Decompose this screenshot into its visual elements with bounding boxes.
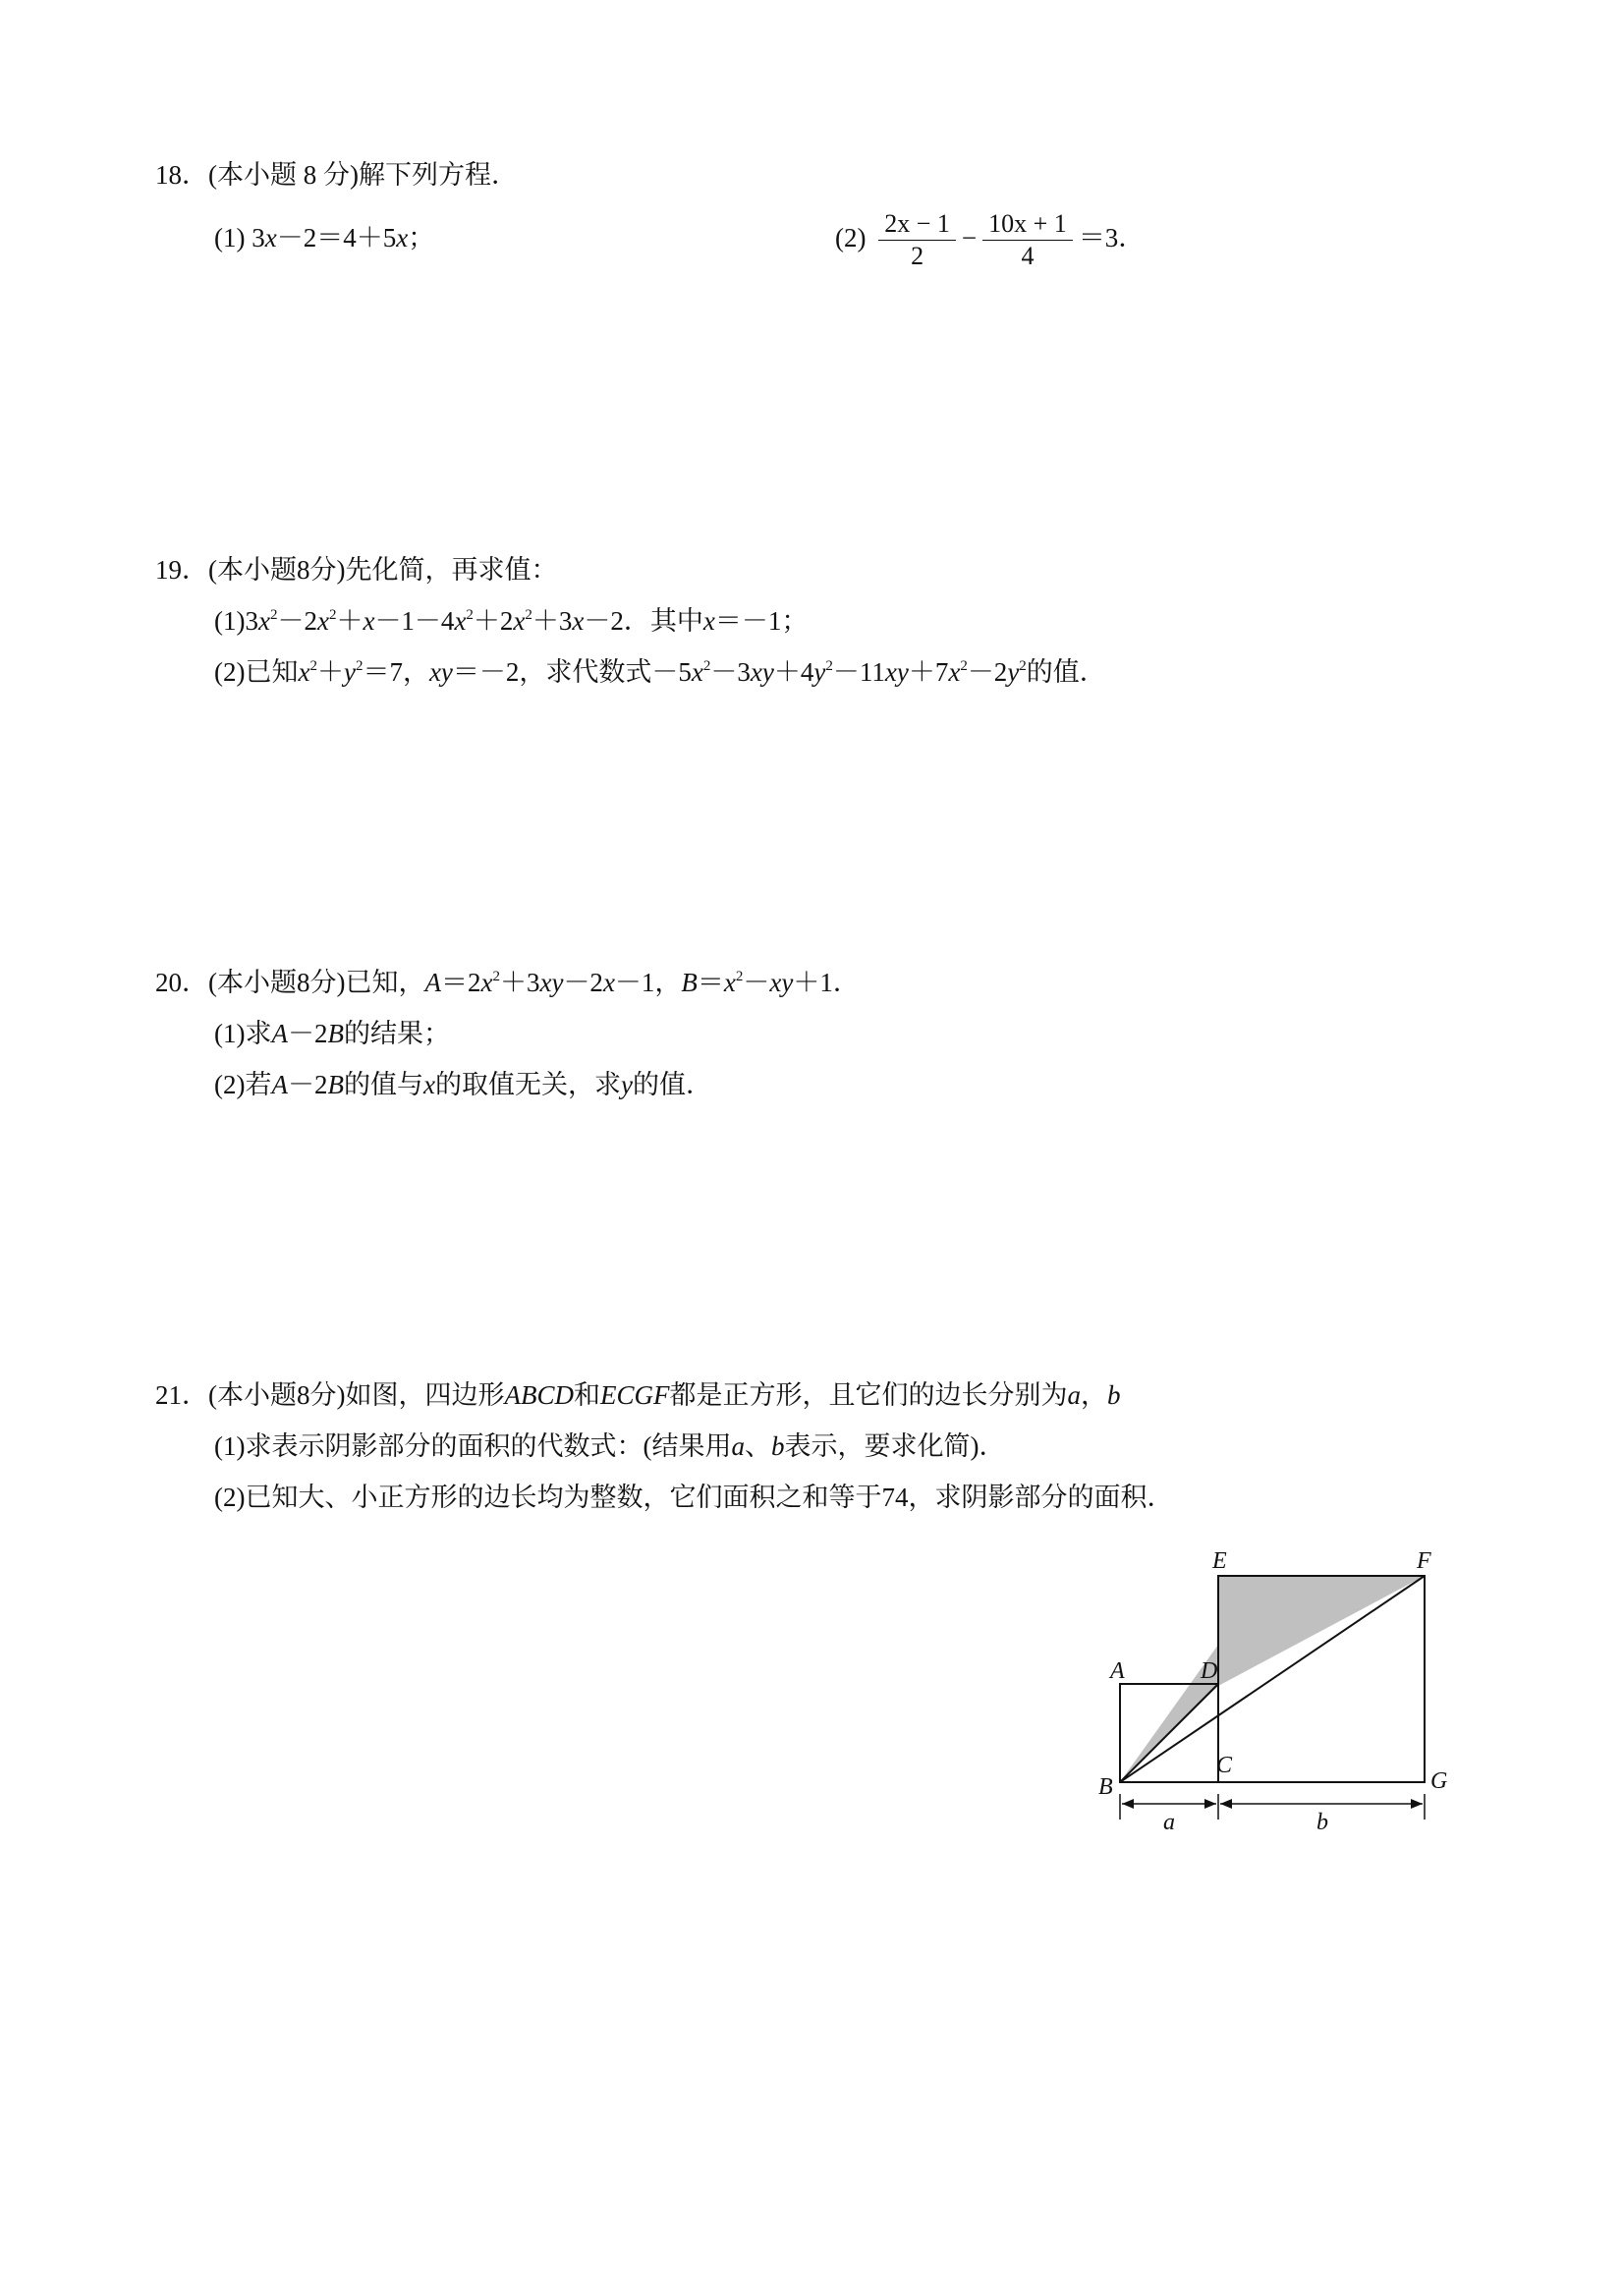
q20-header: 20．(本小题8分)已知，$A=2x^2+3xy-2x-1$，$B=x^2-xy+1$． bbox=[155, 968, 860, 997]
label-c: C bbox=[1216, 1753, 1233, 1778]
arrowhead bbox=[1220, 1799, 1232, 1809]
label-f: F bbox=[1417, 1548, 1431, 1574]
q21-part1: (1)求表示阴影部分的面积的代数式：(结果用a、b表示，要求化简)． bbox=[214, 1431, 1006, 1461]
q20-number: 20． bbox=[155, 968, 208, 997]
label-b: B bbox=[1098, 1774, 1113, 1800]
q18-part1: (1) 3x－2＝4＋5x； bbox=[214, 223, 435, 252]
squares-figure bbox=[1071, 1542, 1464, 1837]
q18-fraction-2: $\frac{10x + 1}{4}$ bbox=[982, 208, 1073, 272]
q18-fraction-1: $\frac{2x - 1}{2}$ bbox=[878, 208, 956, 272]
q19-part1: $(1)3x^2-2x^2+x-1-4x^2+2x^2+3x-2$．其中x＝－1； bbox=[214, 606, 809, 636]
q18-heading: (本小题 8 分)解下列方程． bbox=[208, 160, 518, 190]
q20-heading: (本小题8分)已知， bbox=[208, 968, 425, 997]
q18-part2: (2) $\frac{2x - 1}{2}$ − $\frac{10x + 1}{4}$ ＝3． bbox=[835, 209, 1146, 271]
q18-number: 18． bbox=[155, 160, 208, 190]
q21-part2: (2)已知大、小正方形的边长均为整数，它们面积之和等于74，求阴影部分的面积． bbox=[214, 1483, 1174, 1512]
q18-header bbox=[155, 157, 518, 193]
q19-number: 19． bbox=[155, 555, 208, 585]
arrowhead bbox=[1122, 1799, 1134, 1809]
q21-number: 21． bbox=[155, 1380, 208, 1410]
label-a: A bbox=[1110, 1658, 1125, 1684]
q20-part2: (2)若A－2B的值与x的取值无关，求y的值． bbox=[214, 1070, 712, 1099]
arrowhead bbox=[1411, 1799, 1423, 1809]
q19-header bbox=[155, 552, 557, 588]
arrowhead bbox=[1204, 1799, 1216, 1809]
q20-part1: (1)求A－2B的结果； bbox=[214, 1019, 450, 1048]
label-side-b: b bbox=[1316, 1810, 1328, 1835]
shaded-region-upper bbox=[1218, 1576, 1425, 1686]
label-g: G bbox=[1430, 1768, 1448, 1794]
label-side-a: a bbox=[1163, 1810, 1175, 1835]
q19-part2: (2)已知$x^2+y^2=7$，xy＝－2，求代数式$-5x^2-3xy+4y^2-11xy+7x^2-2y^2$的值． bbox=[214, 657, 1106, 687]
label-d: D bbox=[1201, 1658, 1218, 1684]
label-e: E bbox=[1212, 1548, 1227, 1574]
q19-heading: (本小题8分)先化简，再求值： bbox=[208, 555, 558, 585]
segment-bd bbox=[1120, 1684, 1218, 1782]
q21-header: 21．(本小题8分)如图，四边形ABCD和ECGF都是正方形，且它们的边长分别为a，b bbox=[155, 1380, 1121, 1410]
